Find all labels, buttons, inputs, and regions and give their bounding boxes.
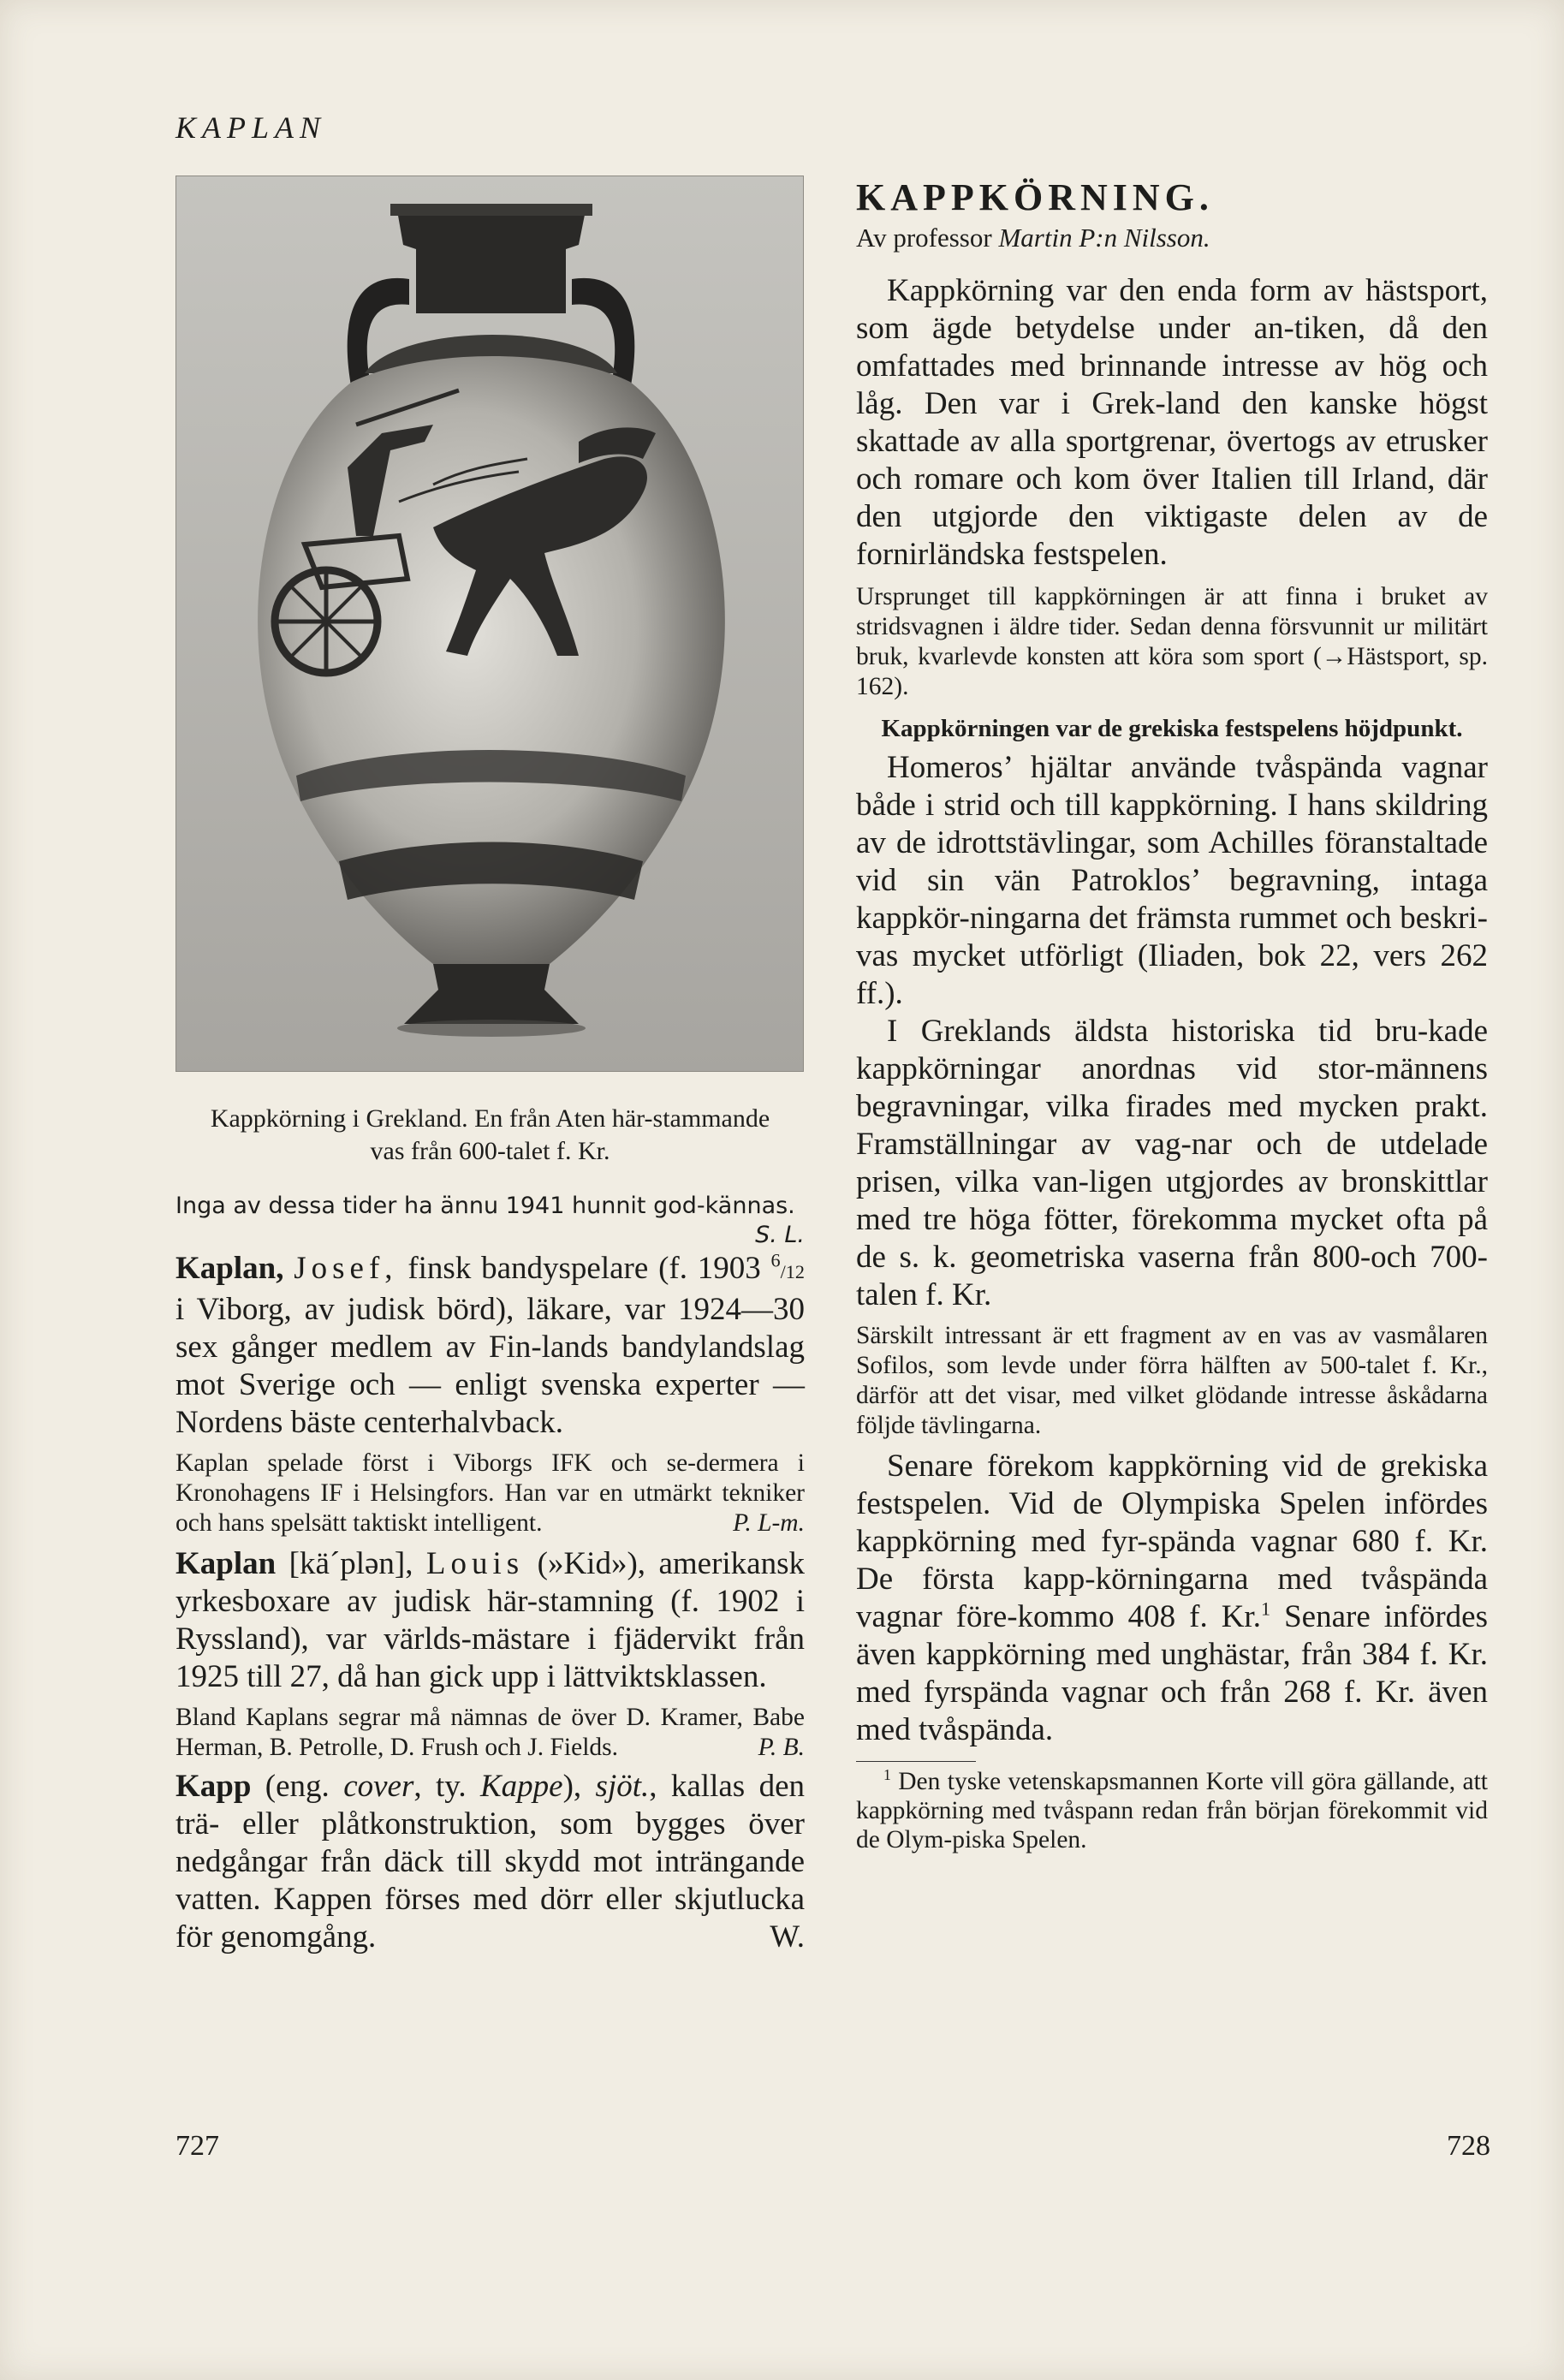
paragraph-4	[856, 1448, 1488, 1749]
josef-detail-text: Kaplan spelade först i Viborgs IFK och se-dermera i Kronohagens IF i Helsingfors. Han var en utmärkt tekniker och hans spelsätt taktiskt intelligent.	[175, 1449, 805, 1537]
entry-kaplan-josef	[175, 1250, 805, 1442]
footnote-text: Den tyske vetenskapsmannen Korte vill göra gällande, att kappkörning med tvåspann redan från början förekommit vid de Olym-piska Spelen.	[856, 1768, 1488, 1853]
footnote-divider	[856, 1761, 976, 1762]
author-prefix: Av professor	[856, 223, 999, 253]
running-head: KAPLAN	[175, 110, 327, 145]
entry-name-josef: Josef,	[294, 1251, 398, 1286]
page-number-left: 727	[175, 2130, 219, 2162]
entry-text-josef-a: finsk bandyspelare (f. 1903	[397, 1251, 771, 1286]
paragraph-3: I Greklands äldsta historiska tid bru-kade kappkörningar anordnas vid stor-männens begravningar, vilka firades med mycken prakt. Framställningar av vag-nar och de utdelade prisen, vilka van-ligen utgjordes av bronskittlar med tre höga fötter, förekomma mycket ofta på de s. k. geometriska vaserna från 800-och 700-talen f. Kr.	[856, 1014, 1488, 1312]
signature-josef: P. L-m.	[733, 1509, 805, 1537]
entry-text-kapp-c: ),	[562, 1769, 596, 1804]
author-name: Martin P:n Nilsson.	[998, 223, 1210, 253]
louis-detail-text: Bland Kaplans segrar må nämnas de över D. Kramer, Babe Herman, B. Petrolle, D. Frush och J. Fields.	[175, 1704, 805, 1761]
paragraph-4-text-b: Senare infördes även kappkörning med unghästar, från 384 f. Kr. med fyrspända vagnar och från 268 f. Kr. även med tvåspända.	[856, 1599, 1488, 1747]
term-kappe: Kappe	[479, 1769, 563, 1804]
footnote-marker: 1	[883, 1766, 891, 1784]
signature-louis: P. B.	[758, 1734, 805, 1761]
entry-kaplan-louis-detail	[175, 1703, 805, 1763]
date-subscript: /12	[780, 1261, 805, 1282]
entry-headword-kapp: Kapp	[175, 1769, 252, 1804]
entry-text-kapp-b: , ty.	[413, 1769, 480, 1804]
page-number-right: 728	[1447, 2130, 1490, 2162]
article-title: KAPPKÖRNING.	[856, 176, 1214, 218]
figure-caption: Kappkörning i Grekland. En från Aten här-stammande vas från 600-talet f. Kr.	[210, 1104, 770, 1165]
date-superscript: 6	[770, 1249, 781, 1271]
signature-kapp: W.	[770, 1919, 805, 1955]
entry-text-louis-a: [kä´plən],	[276, 1546, 426, 1581]
vase-photograph	[175, 176, 804, 1072]
entry-headword-kaplan-louis: Kaplan	[175, 1546, 277, 1581]
signature-inga: S. L.	[755, 1222, 805, 1248]
entry-text-kapp-d: , kallas den trä- eller plåtkonstruktion, som bygges över nedgångar från däck till skydd mot inträngande vatten. Kappen förses med dörr eller skjutlucka för genomgång.	[175, 1769, 805, 1955]
entry-headword-kaplan-josef: Kaplan,	[175, 1251, 284, 1286]
article-author	[856, 223, 1488, 253]
paragraph-4-text-a: Senare förekom kappkörning vid de grekiska festspelen. Vid de Olympiska Spelen infördes kappkörning med fyr-spända vagnar 680 f. Kr. De första kapp-körningarna med tvåspända vagnar före-kommo 408 f. Kr.	[856, 1449, 1488, 1634]
paragraph-1: Kappkörning var den enda form av hästsport, som ägde betydelse under an-tiken, då den omfattades med brinnande intresse av hög och låg. Den var i Grek-land den kanske högst skattade av alla sportgrenar, övertogs av etrusker och romare och kom över Italien till Irland, där den utgjorde den viktigaste delen av de fornirländska festspelen.	[856, 273, 1488, 572]
footnote	[856, 1767, 1488, 1854]
paragraph-3-detail: Särskilt intressant är ett fragment av en vas av vasmålaren Sofilos, som levde under förra hälften av 500-talet f. Kr., därför att det visar, med vilket glödande intresse åskådarna följde tävlingarna.	[856, 1322, 1488, 1439]
section-subheading: Kappkörningen var de grekiska festspelens höjdpunkt.	[881, 715, 1463, 742]
left-column	[175, 176, 805, 1956]
right-column	[856, 176, 1488, 1854]
entry-text-kapp-a: (eng.	[251, 1769, 344, 1804]
footnote-reference: 1	[1260, 1598, 1271, 1620]
term-cover: cover	[343, 1769, 414, 1804]
entry-kapp	[175, 1768, 805, 1956]
entry-name-louis: Louis	[425, 1546, 525, 1581]
inga-text: Inga av dessa tider ha ännu 1941 hunnit god-kännas.	[175, 1193, 795, 1219]
entry-kaplan-josef-detail	[175, 1449, 805, 1538]
amphora-illustration	[176, 176, 803, 1071]
paragraph-1-detail: Ursprunget till kappkörningen är att finna i bruket av stridsvagnen i äldre tider. Sedan denna försvunnit ur militärt bruk, kvarlevde konsten att köra som sport (→Hästsport, sp. 162).	[856, 583, 1488, 700]
entry-text-louis-b: (»Kid»), amerikansk yrkesboxare av judisk här-stamning (f. 1902 i Ryssland), var världs-mästare i fjädervikt från 1925 till 27, då han gick upp i lättviktsklassen.	[175, 1546, 805, 1694]
entry-inga-paragraph	[175, 1192, 805, 1248]
paragraph-2: Homeros’ hjältar använde tvåspända vagnar både i strid och till kappkörning. I hans skildring av de idrottstävlingar, som Achilles föranstaltade vid sin vän Patroklos’ begravning, intaga kappkör-ningarna det främsta rummet och beskri-vas mycket utförligt (Iliaden, bok 22, vers 262 ff.).	[856, 750, 1488, 1011]
entry-kaplan-louis	[175, 1545, 805, 1696]
entry-text-josef-b: i Viborg, av judisk börd), läkare, var 1924—30 sex gånger medlem av Fin-lands bandylandslag mot Sverige och — enligt svenska experter — Nordens bäste centerhalvback.	[175, 1292, 805, 1440]
term-sjot: sjöt.	[595, 1769, 650, 1804]
